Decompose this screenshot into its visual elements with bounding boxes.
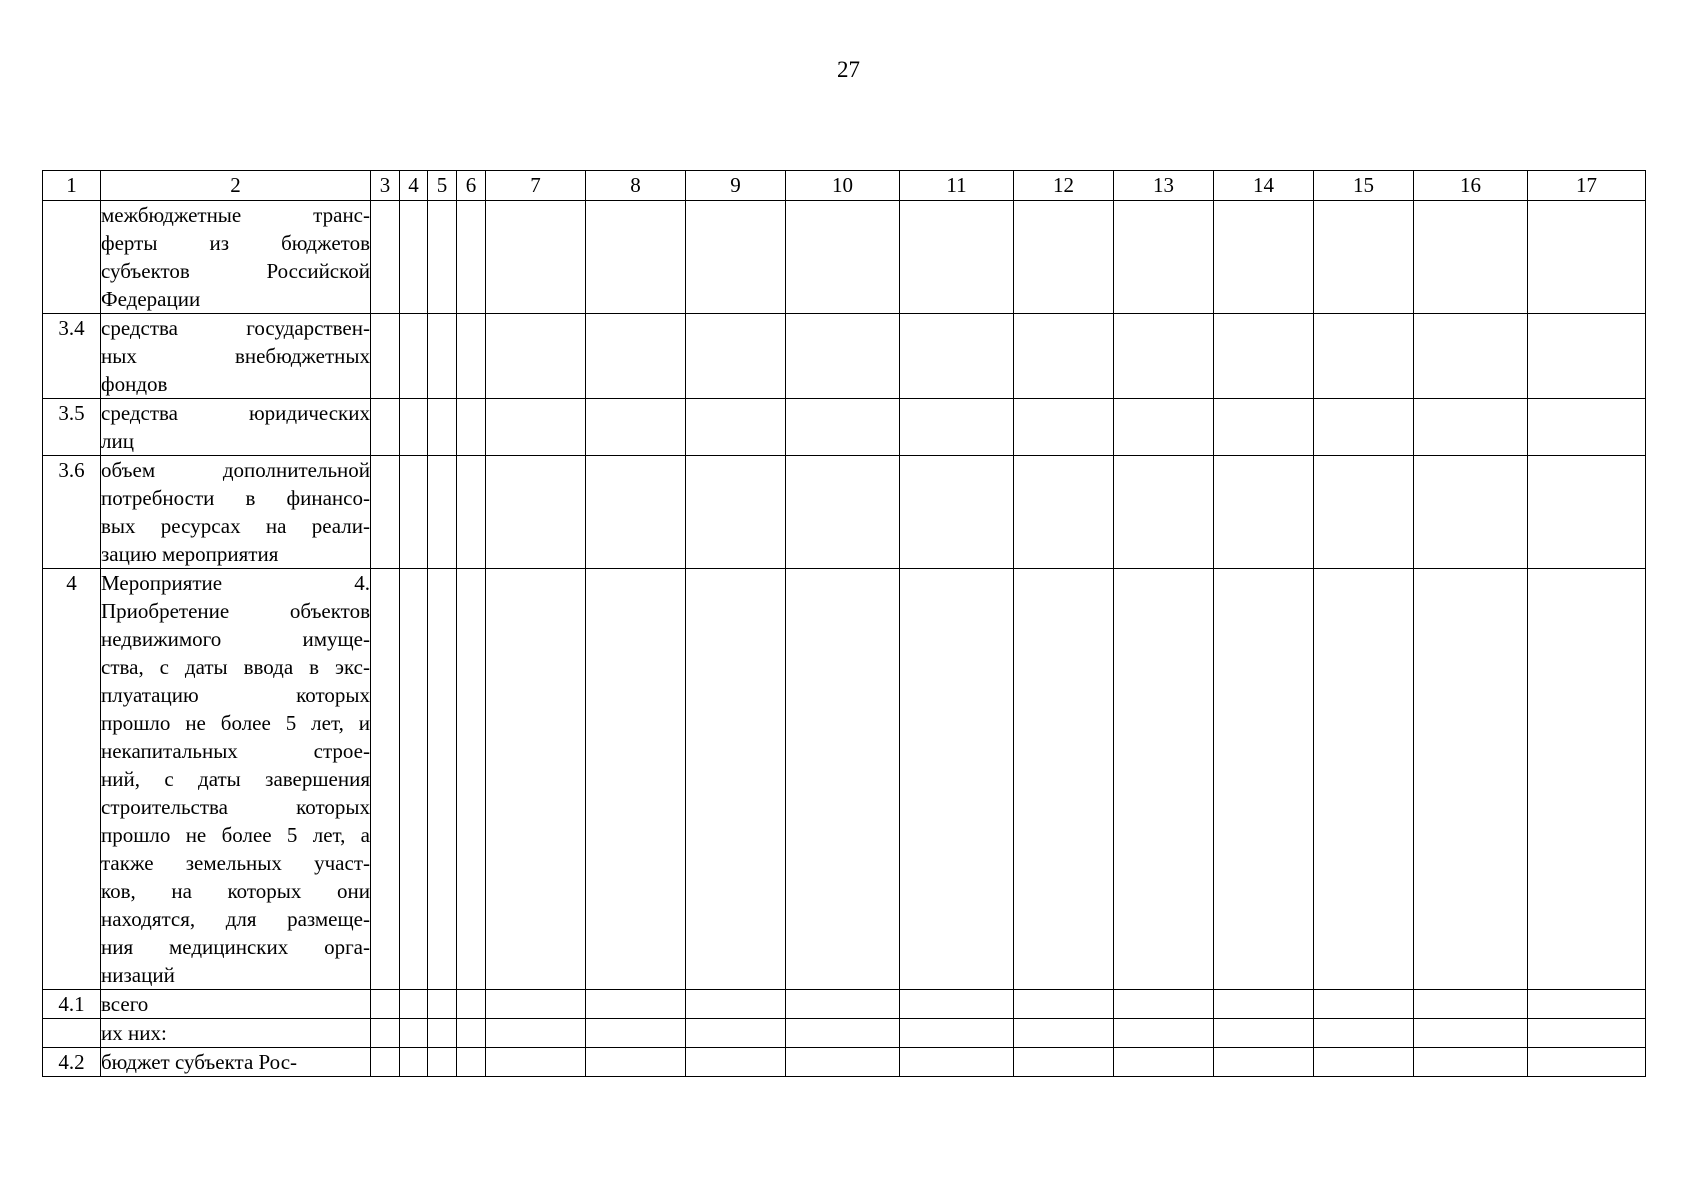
empty-value-cell [1314,569,1414,990]
empty-value-cell [586,314,686,399]
empty-value-cell [457,569,486,990]
column-header: 17 [1528,171,1646,201]
empty-value-cell [428,314,457,399]
column-header: 6 [457,171,486,201]
description-line: средства юридических [101,401,370,425]
description-line: фондов [101,372,168,396]
row-description-cell [101,399,371,456]
column-header: 10 [786,171,900,201]
empty-value-cell [371,1019,400,1048]
description-line: Мероприятие 4. [101,571,370,595]
empty-value-cell [786,456,900,569]
row-description-cell [101,201,371,314]
row-description-cell [101,569,371,990]
description-line: прошло не более 5 лет, а [101,823,370,847]
row-number-cell: 4.1 [43,990,101,1019]
empty-value-cell [1414,1048,1528,1077]
empty-value-cell [1314,1019,1414,1048]
empty-value-cell [586,399,686,456]
empty-value-cell [1314,399,1414,456]
description-line: ферты из бюджетов [101,231,370,255]
empty-value-cell [1114,201,1214,314]
description-line: потребности в финансо- [101,486,370,510]
empty-value-cell [457,314,486,399]
empty-value-cell [400,1048,428,1077]
empty-value-cell [428,569,457,990]
empty-value-cell [786,990,900,1019]
empty-value-cell [1114,1048,1214,1077]
empty-value-cell [428,456,457,569]
empty-value-cell [1114,569,1214,990]
empty-value-cell [457,456,486,569]
table-body [43,201,1646,1077]
empty-value-cell [1414,399,1528,456]
empty-value-cell [586,201,686,314]
empty-value-cell [1314,990,1414,1019]
empty-value-cell [1114,399,1214,456]
empty-value-cell [1414,456,1528,569]
empty-value-cell [428,1048,457,1077]
table-row [43,456,1646,569]
row-number-cell: 3.5 [43,399,101,456]
column-header: 4 [400,171,428,201]
empty-value-cell [486,399,586,456]
description-line: вых ресурсах на реали- [101,514,370,538]
empty-value-cell [900,569,1014,990]
empty-value-cell [1528,569,1646,990]
empty-value-cell [586,569,686,990]
empty-value-cell [1214,456,1314,569]
empty-value-cell [371,399,400,456]
empty-value-cell [1014,1019,1114,1048]
column-header: 16 [1414,171,1528,201]
empty-value-cell [1414,569,1528,990]
table-row [43,201,1646,314]
empty-value-cell [786,314,900,399]
column-header: 5 [428,171,457,201]
empty-value-cell [1414,1019,1528,1048]
description-line: объем дополнительной [101,458,370,482]
description-line: ных внебюджетных [101,344,370,368]
description-line: средства государствен- [101,316,370,340]
empty-value-cell [786,201,900,314]
empty-value-cell [371,1048,400,1077]
empty-value-cell [1528,456,1646,569]
empty-value-cell [428,201,457,314]
table-row [43,569,1646,990]
row-number-cell [43,1019,101,1048]
empty-value-cell [686,1019,786,1048]
column-header: 13 [1114,171,1214,201]
description-line: недвижимого имуще- [101,627,370,651]
table-row [43,1019,1646,1048]
empty-value-cell [486,1048,586,1077]
empty-value-cell [1114,314,1214,399]
empty-value-cell [1414,314,1528,399]
empty-value-cell [371,990,400,1019]
description-line: лиц [101,429,134,453]
empty-value-cell [686,1048,786,1077]
description-line: также земельных участ- [101,851,370,875]
empty-value-cell [1314,201,1414,314]
column-header: 8 [586,171,686,201]
description-line: зацию мероприятия [101,542,279,566]
description-line: низаций [101,963,175,987]
row-number-cell: 3.4 [43,314,101,399]
empty-value-cell [586,456,686,569]
table-row [43,1048,1646,1077]
description-line: ний, с даты завершения [101,767,370,791]
empty-value-cell [1528,399,1646,456]
empty-value-cell [900,201,1014,314]
column-header: 15 [1314,171,1414,201]
empty-value-cell [1528,1019,1646,1048]
empty-value-cell [1528,314,1646,399]
empty-value-cell [371,569,400,990]
empty-value-cell [1014,990,1114,1019]
empty-value-cell [1014,569,1114,990]
empty-value-cell [686,399,786,456]
empty-value-cell [900,399,1014,456]
empty-value-cell [1014,456,1114,569]
column-header: 2 [101,171,371,201]
page-number: 27 [837,57,860,82]
empty-value-cell [1314,314,1414,399]
empty-value-cell [1014,314,1114,399]
empty-value-cell [1114,1019,1214,1048]
empty-value-cell [457,399,486,456]
description-line: их них: [101,1021,167,1045]
description-line: Федерации [101,287,201,311]
description-line: находятся, для размеще- [101,907,370,931]
table-row [43,399,1646,456]
row-description-cell [101,314,371,399]
empty-value-cell [400,399,428,456]
empty-value-cell [457,201,486,314]
empty-value-cell [900,314,1014,399]
empty-value-cell [486,456,586,569]
empty-value-cell [400,201,428,314]
row-description-cell [101,456,371,569]
empty-value-cell [1214,399,1314,456]
header-row [43,171,1646,201]
row-number-cell: 3.6 [43,456,101,569]
empty-value-cell [786,1048,900,1077]
empty-value-cell [400,569,428,990]
empty-value-cell [486,1019,586,1048]
empty-value-cell [586,1019,686,1048]
empty-value-cell [371,201,400,314]
empty-value-cell [1214,569,1314,990]
empty-value-cell [786,399,900,456]
description-line: ков, на которых они [101,879,370,903]
description-line: бюджет субъекта Рос- [101,1050,298,1074]
empty-value-cell [1014,399,1114,456]
empty-value-cell [786,1019,900,1048]
description-line: некапитальных строе- [101,739,370,763]
empty-value-cell [686,456,786,569]
description-line: Приобретение объектов [101,599,370,623]
empty-value-cell [400,990,428,1019]
empty-value-cell [1214,314,1314,399]
row-description-cell [101,1048,371,1077]
empty-value-cell [900,456,1014,569]
empty-value-cell [486,569,586,990]
empty-value-cell [371,456,400,569]
empty-value-cell [900,990,1014,1019]
empty-value-cell [1528,1048,1646,1077]
description-line: всего [101,992,149,1016]
description-line: межбюджетные транс- [101,203,370,227]
empty-value-cell [457,1019,486,1048]
empty-value-cell [586,990,686,1019]
empty-value-cell [486,201,586,314]
empty-value-cell [1528,201,1646,314]
empty-value-cell [428,990,457,1019]
row-number-cell: 4 [43,569,101,990]
table-row [43,990,1646,1019]
empty-value-cell [686,569,786,990]
empty-value-cell [1214,1019,1314,1048]
column-header: 14 [1214,171,1314,201]
empty-value-cell [428,1019,457,1048]
empty-value-cell [400,1019,428,1048]
empty-value-cell [1414,990,1528,1019]
description-line: ния медицинских орга- [101,935,370,959]
description-line: строительства которых [101,795,370,819]
description-line: прошло не более 5 лет, и [101,711,370,735]
empty-value-cell [1014,201,1114,314]
empty-value-cell [586,1048,686,1077]
empty-value-cell [1314,456,1414,569]
empty-value-cell [1214,1048,1314,1077]
empty-value-cell [1214,990,1314,1019]
empty-value-cell [1414,201,1528,314]
row-description-cell [101,990,371,1019]
description-line: плуатацию которых [101,683,370,707]
row-description-cell [101,1019,371,1048]
description-line: субъектов Российской [101,259,370,283]
description-line: ства, с даты ввода в экс- [101,655,370,679]
column-header: 11 [900,171,1014,201]
empty-value-cell [1114,990,1214,1019]
column-header: 9 [686,171,786,201]
column-header: 12 [1014,171,1114,201]
empty-value-cell [686,201,786,314]
empty-value-cell [1214,201,1314,314]
empty-value-cell [686,990,786,1019]
empty-value-cell [686,314,786,399]
empty-value-cell [457,1048,486,1077]
table-row [43,314,1646,399]
empty-value-cell [371,314,400,399]
empty-value-cell [1528,990,1646,1019]
empty-value-cell [1314,1048,1414,1077]
empty-value-cell [428,399,457,456]
column-header: 1 [43,171,101,201]
empty-value-cell [1014,1048,1114,1077]
empty-value-cell [786,569,900,990]
column-header: 7 [486,171,586,201]
data-table [42,170,1646,1077]
empty-value-cell [900,1019,1014,1048]
empty-value-cell [1114,456,1214,569]
empty-value-cell [400,314,428,399]
row-number-cell [43,201,101,314]
empty-value-cell [486,314,586,399]
empty-value-cell [486,990,586,1019]
column-header: 3 [371,171,400,201]
row-number-cell: 4.2 [43,1048,101,1077]
empty-value-cell [457,990,486,1019]
empty-value-cell [900,1048,1014,1077]
empty-value-cell [400,456,428,569]
